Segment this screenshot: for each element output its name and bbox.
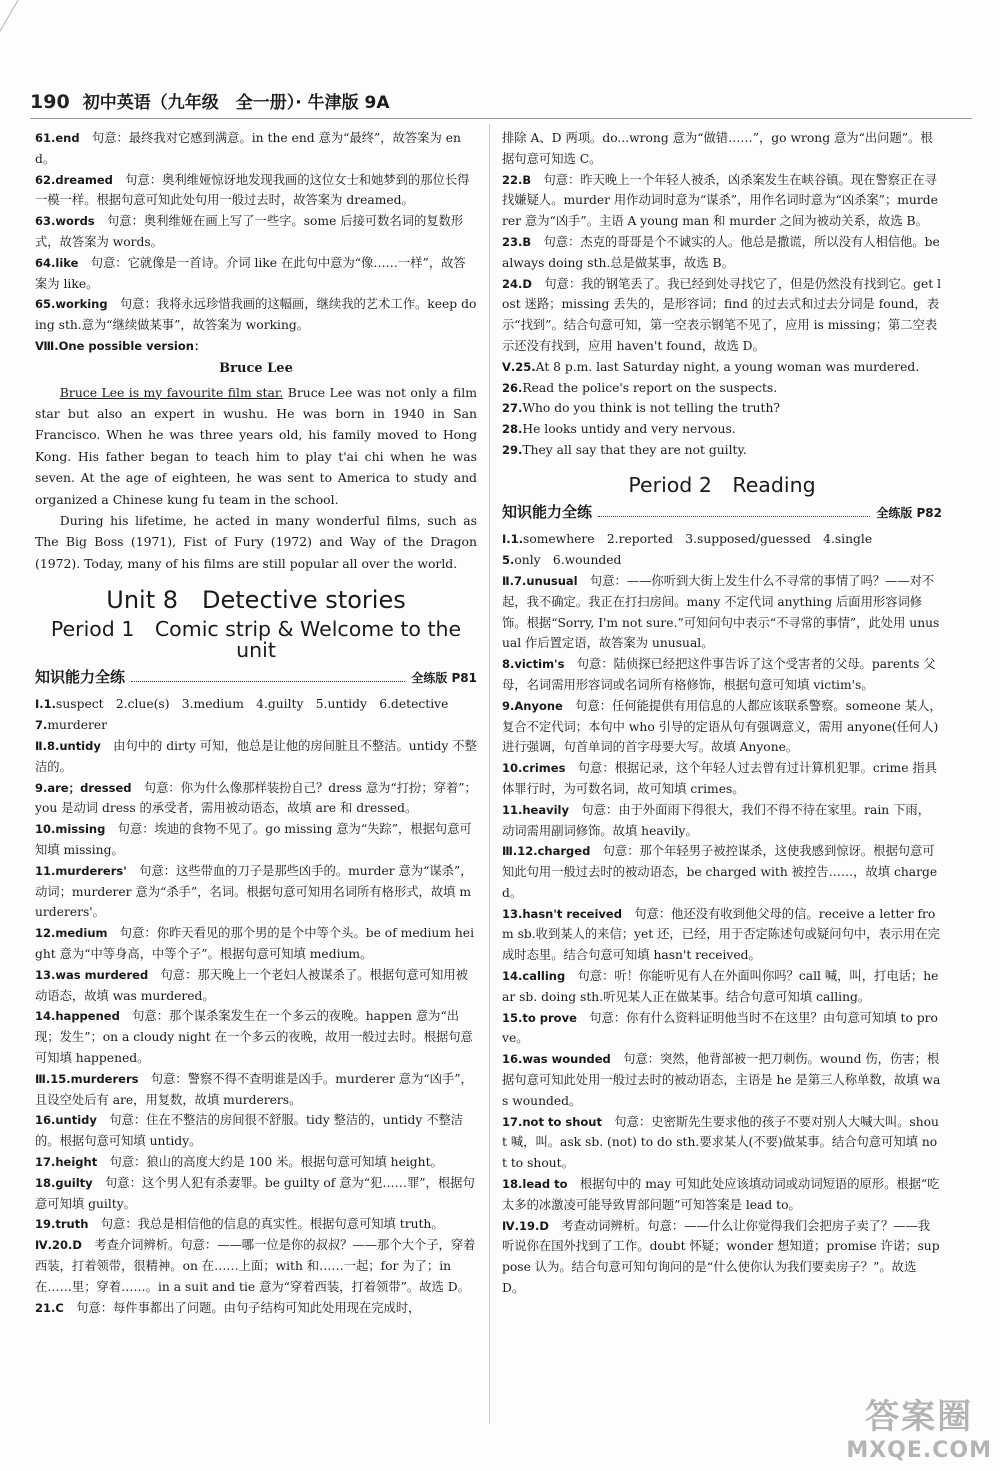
answer-item	[35, 294, 477, 336]
answer-explanation: 由句中的 dirty 可知，他总是让他的房间脏且不整洁。untidy 不整洁的。	[35, 739, 477, 774]
answer-item	[502, 232, 942, 274]
answer-item	[502, 841, 942, 903]
answer-explanation: 句意：你为什么像那样装扮自己？dress 意为“打扮；穿着”；you 是动词 dress 的承受者，需用被动语态，故填 are 和 dressed。	[35, 780, 477, 816]
answer-key: 21.C	[35, 1300, 64, 1315]
answer-explanation: 句意：那天晚上一个老妇人被谋杀了。根据句意可知用被动语态，故填 was murdered。	[35, 967, 468, 1003]
answer-explanation: 句意：昨天晚上一个年轻人被杀，凶杀案发生在峡谷镇。现在警察正在寻找嫌疑人。murder 用作动词时意为“谋杀”，用作名词时意为“凶杀案”；murderer 意为“凶手”。主语 A young man 和 murder 之间为被动关系，故选 B。	[502, 172, 938, 229]
left-column	[35, 128, 477, 1318]
page-number: 190	[30, 91, 70, 113]
site-watermark	[846, 1389, 992, 1463]
essay-paragraph-2: During his lifetime, he acted in many wonderful films, such as The Big Boss (1971), Fist of Fury (1972) and Way of the Dragon (1972). Today, many of his films are still popular all over the world.	[35, 513, 477, 571]
answer-explanation: Read the police's report on the suspects.	[522, 380, 778, 395]
answer-key: Ⅰ.1.	[35, 697, 57, 712]
answer-item	[502, 378, 942, 399]
answer-key: 63.words	[35, 214, 95, 229]
answer-explanation: 考查介词辨析。句意：——哪一位是你的叔叔？——那个大个子，穿着西装，打着领带，很精神。on 在……上面；with 和……一起；for 为了；in 在……里；穿着……。in a suit and tie 意为“穿着西装，打着领带”。故选 D。	[35, 1238, 476, 1294]
answer-item	[35, 861, 477, 923]
answer-explanation: 句意：他还没有收到他父母的信。receive a letter from sb.收到某人的来信；yet 还，已经，用于否定陈述句或疑问句中，表示用在完成时态里。结合句意可知填 hasn't received。	[502, 906, 940, 963]
answer-key: Ⅱ.8.untidy	[35, 739, 101, 753]
answer-explanation: 句意：这个男人犯有杀妻罪。be guilty of 意为“犯……罪”，根据句意可知填 guilty。	[35, 1175, 475, 1211]
section-header-right	[502, 502, 942, 524]
answer-explanation: only 6.wounded	[514, 553, 622, 568]
answer-key: 23.B	[502, 234, 532, 249]
answer-explanation: 排除 A、D 两项。do...wrong 意为“做错……”，go wrong 意为“出问题”。根据句意可知选 C。	[502, 131, 933, 166]
right-top-answers	[502, 128, 942, 461]
answer-key: Ⅲ.15.murderers	[35, 1071, 139, 1086]
answer-key: 65.working	[35, 297, 108, 312]
answer-key: 14.happened	[35, 1009, 120, 1024]
answer-explanation: 句意：奥利维娅惊讶地发现我画的这位女士和她梦到的那位长得一模一样。根据句意可知此处句用一般过去时，故答案为 dreamed。	[35, 172, 470, 208]
answer-item	[502, 440, 942, 461]
answer-explanation: 根据句中的 may 可知此处应该填动词或动词短语的原形。根据“吃太多的冰激凌可能导致胃部问题”可知答案是 lead to。	[502, 1177, 940, 1212]
answer-key: Ⅷ.One possible version：	[35, 338, 206, 353]
answer-key: 62.dreamed	[35, 172, 113, 187]
answer-key: Ⅰ.1.	[502, 532, 524, 547]
answer-key: 9.are；dressed	[35, 780, 132, 795]
answer-key: 27.	[502, 401, 523, 416]
answer-item	[35, 1173, 477, 1215]
answer-explanation: 句意：奥利维娅在画上写了一些字。some 后接可数名词的复数形式，故答案为 words。	[35, 214, 464, 249]
answer-key: 13.was murdered	[35, 967, 149, 982]
answer-explanation: somewhere 2.reported 3.supposed/guessed 4.single	[523, 532, 873, 547]
answer-key: Ⅴ.25.	[502, 359, 536, 374]
answer-explanation: 句意：任何能提供有用信息的人都应该联系警察。someone 某人，复合不定代词；本句中 who 引导的定语从句有强调意义，需用 anyone(任何人)进行强调，句首单词的首字母要大写。故填 Anyone。	[502, 698, 942, 755]
leader-dots	[598, 516, 870, 517]
answer-explanation: 句意：它就像是一首诗。介词 like 在此句中意为“像……一样”，故答案为 like。	[35, 255, 466, 291]
answer-explanation: 句意：杰克的哥哥是个不诚实的人。他总是撒谎，所以没有人相信他。be always doing sth.总是做某事，故选 B。	[502, 234, 944, 270]
answer-explanation: 句意：由于外面雨下得很大，我们不得不待在家里。rain 下雨，动词需用副词修饰。故填 heavily。	[502, 802, 930, 838]
answer-key: 12.medium	[35, 926, 108, 941]
period-1-title: Period 1 Comic strip & Welcome to the unit	[50, 617, 462, 662]
answer-item	[35, 1110, 477, 1152]
answer-explanation: 句意：根据记录，这个年轻人过去曾有过计算机犯罪。crime 指具体罪行时，为可数名词，故可知填 crimes。	[502, 761, 937, 796]
answer-item	[35, 965, 477, 1007]
answer-item	[35, 819, 477, 861]
essay-paragraph-1-rest: Bruce Lee was not only a film star but also an expert in wushu. He was born in 1940 in San Francisco. When he was three years old, his family moved to Hong Kong. His father began to teach him to play t'ai chi when he was seven. At the age of eighteen, he was sent to America to study and organized a Chinese kung fu team in the school.	[35, 384, 477, 507]
answer-explanation: 句意：警察不得不查明谁是凶手。murderer 意为“凶手”，且设空处后有 are，用复数，故填 murderers。	[35, 1071, 473, 1107]
answer-key: 11.heavily	[502, 802, 569, 817]
book-title: 初中英语（九年级 全一册）· 牛津版 9A	[82, 93, 390, 113]
answer-explanation: 句意：——你听到大街上发生什么不寻常的事情了吗？——对不起，我不确定。我正在打扫房间。many 不定代词 anything 后面用形容词修饰。根据“Sorry, I'm not sure.”可知问句中表示“不寻常的事情”，此处用 unusual 作后置定语，故答案为 unusual。	[502, 573, 940, 651]
answer-item	[502, 571, 942, 654]
answer-explanation: 句意：那个谋杀案发生在一个多云的夜晚。happen 意为“出现；发生”；on a cloudy night 在一个多云的夜晚，故用一般过去时。根据句意可知填 happened。	[35, 1009, 473, 1065]
unit-title: Unit 8 Detective stories	[106, 586, 406, 615]
answer-explanation: 句意：我将永远珍惜我画的这幅画，继续我的艺术工作。keep doing sth.意为“继续做某事”，故答案为 working。	[35, 297, 477, 333]
answer-key: 64.like	[35, 255, 79, 270]
answer-explanation: murderer	[47, 718, 108, 733]
answer-key: 8.victim's	[502, 657, 565, 672]
answer-item	[502, 966, 942, 1008]
answer-item	[502, 1174, 942, 1216]
answer-item	[35, 1069, 477, 1111]
answer-explanation: 句意：我总是相信他的信息的真实性。根据句意可知填 truth。	[88, 1217, 444, 1232]
answer-explanation: 句意：埃迪的食物不见了。go missing 意为“失踪”，根据句意可知填 missing。	[35, 822, 472, 857]
section-title: 知识能力全练	[502, 502, 593, 521]
answer-explanation: 句意：狼山的高度大约是 100 米。根据句意可知填 height。	[97, 1154, 443, 1169]
section-header-left	[35, 667, 477, 689]
answer-item	[35, 336, 477, 357]
answer-item	[502, 419, 942, 440]
answer-explanation: 句意：突然，他背部被一把刀刺伤。wound 伤，伤害；根据句意可知此处用一般过去时的被动语态，主语是 he 是第三人称单数，故填 was wounded。	[502, 1052, 941, 1108]
answer-key: 5.	[502, 553, 515, 568]
watermark-logo-text: 答案圈	[865, 1397, 974, 1437]
answer-key: 24.D	[502, 276, 532, 291]
answer-key: 17.height	[35, 1154, 98, 1169]
answer-key: 16.was wounded	[502, 1052, 611, 1067]
section-title: 知识能力全练	[35, 667, 126, 686]
answer-item	[502, 398, 942, 419]
answer-key: 10.missing	[35, 822, 106, 837]
answer-key: 10.crimes	[502, 761, 566, 776]
answer-explanation: 句意：我的钢笔丢了。我已经到处寻找它了，但是仍然没有找到它。get lost 迷路；missing 丢失的，是形容词；find 的过去式和过去分词是 found，表示“找到”。结合句意可知，第一空表示钢笔不见了，应用 is missing；第二空表示还没有找到，应用 haven't found，故选 D。	[502, 276, 942, 353]
answer-item	[35, 128, 477, 170]
essay-paragraph-1	[35, 382, 477, 510]
answer-item	[35, 1214, 477, 1235]
answer-explanation: 考查动词辨析。句意：——什么让你觉得我们会把房子卖了？——我听说你在国外找到了工作。doubt 怀疑；wonder 想知道；promise 许诺；suppose 认为。结合句意可知句询问的是“什么使你认为我们要卖房子？”。故选 D。	[502, 1218, 940, 1296]
answer-item	[502, 357, 942, 378]
answer-key: 29.	[502, 442, 523, 457]
answer-key: 22.B	[502, 172, 532, 187]
answer-item	[35, 778, 477, 820]
answer-item	[35, 694, 477, 715]
answer-item	[35, 715, 477, 736]
answer-item	[502, 904, 942, 966]
answer-item	[502, 696, 942, 758]
answer-item	[35, 211, 477, 253]
answer-key: 11.murderers'	[35, 863, 127, 878]
right-bottom-answers	[502, 529, 942, 1298]
section-ref: 全练版 P81	[411, 670, 477, 685]
answer-explanation: 句意：你有什么资料证明他当时不在这里？由句意可知填 to prove。	[502, 1010, 938, 1046]
essay-topic-sentence: Bruce Lee is my favourite film star.	[59, 384, 284, 400]
answer-item	[502, 274, 942, 357]
answer-key: 19.truth	[35, 1217, 89, 1232]
header-rule	[30, 118, 972, 119]
answer-explanation: 句意：陆侦探已经把这件事告诉了这个受害者的父母。parents 父母，名词需用形容词或名词所有格修饰，根据句意可知填 victim's。	[502, 657, 936, 692]
answer-explanation: suspect 2.clue(s) 3.medium 4.guilty 5.untidy 6.detective	[56, 697, 449, 712]
answer-item	[35, 1235, 477, 1297]
answer-item	[502, 1216, 942, 1299]
answer-item	[35, 1006, 477, 1068]
answer-explanation: 句意：最终我对它感到满意。in the end 意为“最终”，故答案为 end。	[35, 131, 461, 166]
answer-explanation: 句意：你昨天看见的那个男的是个中等个头。be of medium height 意为“中等身高，中等个子”。根据句意可知填 medium。	[35, 926, 475, 961]
answer-explanation: 句意：这些带血的刀子是那些凶手的。murder 意为“谋杀”，动词；murderer 意为“杀手”，名词。根据句意可知用名词所有格形式，故填 murderers'。	[35, 863, 473, 920]
leader-dots	[131, 681, 405, 682]
answer-explanation: They all say that they are not guilty.	[522, 442, 747, 457]
answer-key: 17.not to shout	[502, 1114, 602, 1129]
answer-key: 61.end	[35, 131, 80, 145]
column-divider	[489, 124, 490, 1424]
answer-key: 7.	[35, 718, 48, 733]
left-bottom-answers	[35, 694, 477, 1318]
answer-item	[502, 170, 942, 232]
answer-key: 13.hasn't received	[502, 906, 622, 921]
answer-key: Ⅲ.12.charged	[502, 844, 591, 859]
answer-explanation: 句意：史密斯先生要求他的孩子不要对别人大喊大叫。shout 喊，叫。ask sb. (not) to do sth.要求某人(不要)做某事。结合句意可知填 not to shout。	[502, 1114, 939, 1171]
answer-item	[35, 1152, 477, 1173]
watermark-url: MXQE.COM	[846, 1438, 992, 1463]
answer-key: 14.calling	[502, 969, 566, 984]
answer-item	[35, 923, 477, 965]
answer-key: 18.guilty	[35, 1175, 93, 1190]
answer-explanation: 句意：住在不整洁的房间很不舒服。tidy 整洁的，untidy 不整洁的。根据句意可知填 untidy。	[35, 1113, 464, 1149]
answer-explanation: He looks untidy and very nervous.	[522, 422, 736, 437]
answer-explanation: 句意：那个年轻男子被控谋杀，这使我感到惊讶。根据句意可知此句用一般过去时的被动语态，be charged with 被控告……，故填 charged。	[502, 844, 938, 900]
answer-item	[502, 1008, 942, 1050]
answer-key: 9.Anyone	[502, 698, 563, 713]
section-ref: 全练版 P82	[876, 505, 942, 520]
answer-key: 26.	[502, 380, 523, 395]
essay-title: Bruce Lee	[219, 360, 293, 376]
answer-item	[35, 736, 477, 778]
answer-item	[502, 654, 942, 696]
answer-key: 18.lead to	[502, 1177, 568, 1192]
left-top-answers	[35, 128, 477, 357]
page-corner-mark	[0, 0, 59, 40]
answer-item	[502, 800, 942, 842]
answer-key: Ⅱ.7.unusual	[502, 573, 578, 588]
answer-item	[502, 529, 942, 550]
answer-item	[35, 253, 477, 295]
answer-key: 15.to prove	[502, 1010, 577, 1025]
answer-explanation: Who do you think is not telling the truth?	[522, 401, 780, 416]
answer-item	[502, 758, 942, 800]
answer-item	[35, 1298, 477, 1319]
answer-key: 28.	[502, 422, 523, 437]
answer-explanation: At 8 p.m. last Saturday night, a young woman was murdered.	[535, 359, 920, 374]
period-2-title: Period 2 Reading	[628, 472, 816, 497]
answer-key: Ⅳ.20.D	[35, 1238, 82, 1253]
answer-key: 16.untidy	[35, 1113, 97, 1128]
answer-item	[35, 170, 477, 212]
page-header	[30, 88, 980, 116]
right-column	[502, 128, 942, 1299]
answer-item	[502, 550, 942, 571]
answer-explanation: 句意：每件事都出了问题。由句子结构可知此处用现在完成时，	[63, 1300, 421, 1315]
answer-key: Ⅳ.19.D	[502, 1218, 549, 1233]
answer-item	[502, 128, 942, 170]
answer-explanation: 句意：听！你能听见有人在外面叫你吗？call 喊，叫，打电话；hear sb. doing sth.听见某人正在做某事。结合句意可知填 calling。	[502, 969, 939, 1004]
answer-item	[502, 1049, 942, 1111]
answer-item	[502, 1112, 942, 1174]
